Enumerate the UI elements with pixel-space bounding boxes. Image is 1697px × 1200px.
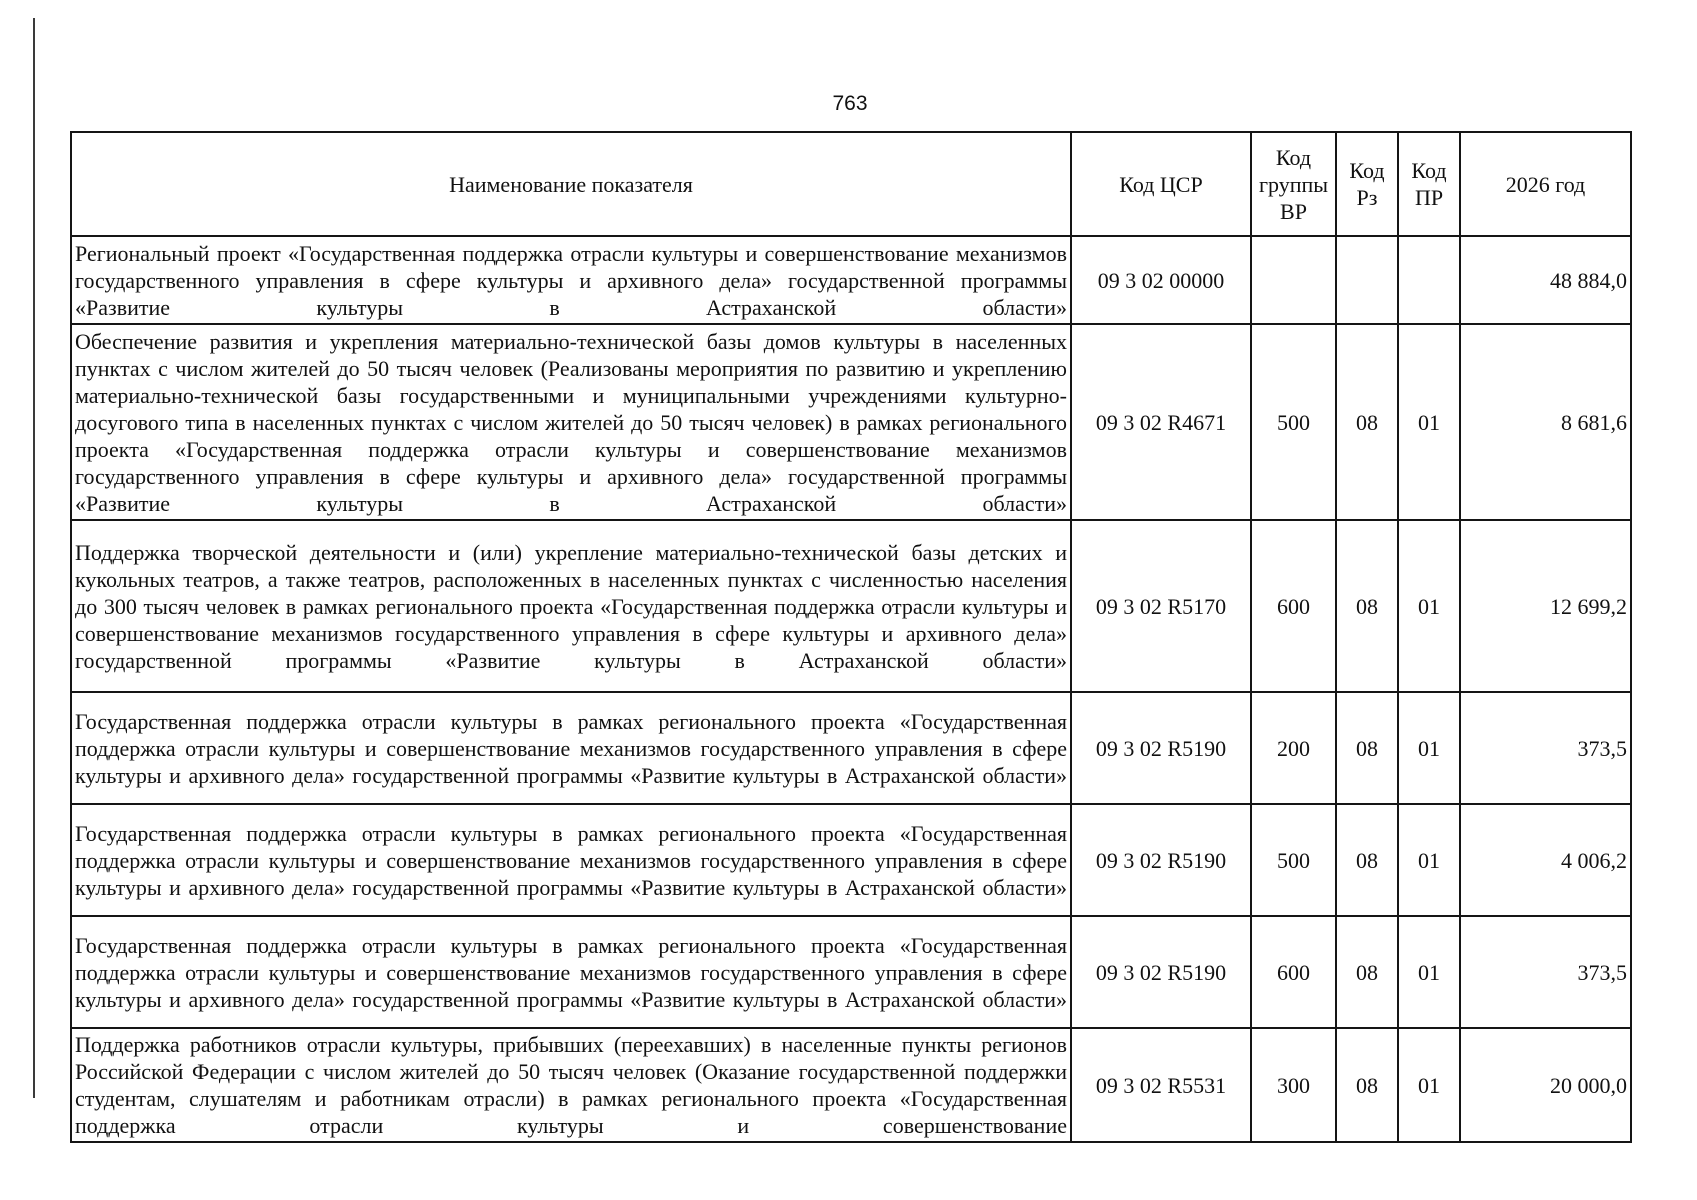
cell-csr: 09 3 02 R5170 (1071, 520, 1251, 692)
header-year: 2026 год (1460, 132, 1631, 236)
cell-amount: 48 884,0 (1460, 236, 1631, 324)
page-binding-line (33, 18, 35, 1098)
cell-rz: 08 (1336, 520, 1398, 692)
table-row (71, 916, 1631, 1028)
cell-amount: 373,5 (1460, 692, 1631, 804)
cell-pr (1398, 236, 1460, 324)
cell-vr: 300 (1251, 1028, 1336, 1142)
cell-amount: 373,5 (1460, 916, 1631, 1028)
cell-vr (1251, 236, 1336, 324)
cell-amount: 12 699,2 (1460, 520, 1631, 692)
header-vr: Код группы ВР (1251, 132, 1336, 236)
cell-csr: 09 3 02 R5531 (1071, 1028, 1251, 1142)
cell-name: Региональный проект «Государственная поддержка отрасли культуры и совершенствование механизмов государственного управления в сфере культуры и архивного дела» государственной программы «Развитие культуры в Астраханской области» (71, 236, 1071, 324)
page-number: 763 (832, 92, 868, 115)
cell-pr: 01 (1398, 520, 1460, 692)
header-pr: Код ПР (1398, 132, 1460, 236)
budget-table (70, 131, 1632, 1143)
cell-vr: 500 (1251, 804, 1336, 916)
cell-vr: 600 (1251, 916, 1336, 1028)
cell-rz: 08 (1336, 804, 1398, 916)
cell-rz: 08 (1336, 692, 1398, 804)
header-rz: Код Рз (1336, 132, 1398, 236)
cell-rz: 08 (1336, 324, 1398, 520)
header-csr: Код ЦСР (1071, 132, 1251, 236)
cell-pr: 01 (1398, 804, 1460, 916)
cell-csr: 09 3 02 R5190 (1071, 916, 1251, 1028)
cell-rz: 08 (1336, 916, 1398, 1028)
cell-name: Поддержка творческой деятельности и (или) укрепление материально-технической базы детских и кукольных театров, а также театров, расположенных в населенных пунктах с численностью населения до 300 тысяч человек в рамках регионального проекта «Государственная поддержка отрасли культуры и совершенствование механизмов государственного управления в сфере культуры и архивного дела» государственной программы «Развитие культуры в Астраханской области» (71, 520, 1071, 692)
header-name: Наименование показателя (71, 132, 1071, 236)
cell-csr: 09 3 02 00000 (1071, 236, 1251, 324)
cell-name: Государственная поддержка отрасли культуры в рамках регионального проекта «Государственная поддержка отрасли культуры и совершенствование механизмов государственного управления в сфере культуры и архивного дела» государственной программы «Развитие культуры в Астраханской области» (71, 692, 1071, 804)
table-row (71, 804, 1631, 916)
cell-amount: 8 681,6 (1460, 324, 1631, 520)
cell-name: Государственная поддержка отрасли культуры в рамках регионального проекта «Государственная поддержка отрасли культуры и совершенствование механизмов государственного управления в сфере культуры и архивного дела» государственной программы «Развитие культуры в Астраханской области» (71, 804, 1071, 916)
table-row (71, 520, 1631, 692)
cell-vr: 600 (1251, 520, 1336, 692)
cell-csr: 09 3 02 R5190 (1071, 692, 1251, 804)
cell-csr: 09 3 02 R5190 (1071, 804, 1251, 916)
table-row (71, 1028, 1631, 1142)
cell-vr: 500 (1251, 324, 1336, 520)
cell-rz: 08 (1336, 1028, 1398, 1142)
cell-pr: 01 (1398, 692, 1460, 804)
table-row (71, 324, 1631, 520)
cell-rz (1336, 236, 1398, 324)
cell-csr: 09 3 02 R4671 (1071, 324, 1251, 520)
cell-vr: 200 (1251, 692, 1336, 804)
cell-amount: 4 006,2 (1460, 804, 1631, 916)
table-row (71, 236, 1631, 324)
table-row (71, 692, 1631, 804)
cell-name: Государственная поддержка отрасли культуры в рамках регионального проекта «Государственная поддержка отрасли культуры и совершенствование механизмов государственного управления в сфере культуры и архивного дела» государственной программы «Развитие культуры в Астраханской области» (71, 916, 1071, 1028)
cell-name: Обеспечение развития и укрепления материально-технической базы домов культуры в населенных пунктах с числом жителей до 50 тысяч человек (Реализованы мероприятия по развитию и укреплению материально-технической базы государственными и муниципальными учреждениями культурно-досугового типа в населенных пунктах с числом жителей до 50 тысяч человек) в рамках регионального проекта «Государственная поддержка отрасли культуры и совершенствование механизмов государственного управления в сфере культуры и архивного дела» государственной программы «Развитие культуры в Астраханской области» (71, 324, 1071, 520)
cell-pr: 01 (1398, 916, 1460, 1028)
cell-amount: 20 000,0 (1460, 1028, 1631, 1142)
cell-name: Поддержка работников отрасли культуры, прибывших (переехавших) в населенные пункты регионов Российской Федерации с числом жителей до 50 тысяч человек (Оказание государственной поддержки студентам, слушателям и работникам отрасли) в рамках регионального проекта «Государственная поддержка отрасли культуры и совершенствование (71, 1028, 1071, 1142)
cell-pr: 01 (1398, 1028, 1460, 1142)
cell-pr: 01 (1398, 324, 1460, 520)
table-header-row (71, 132, 1631, 236)
